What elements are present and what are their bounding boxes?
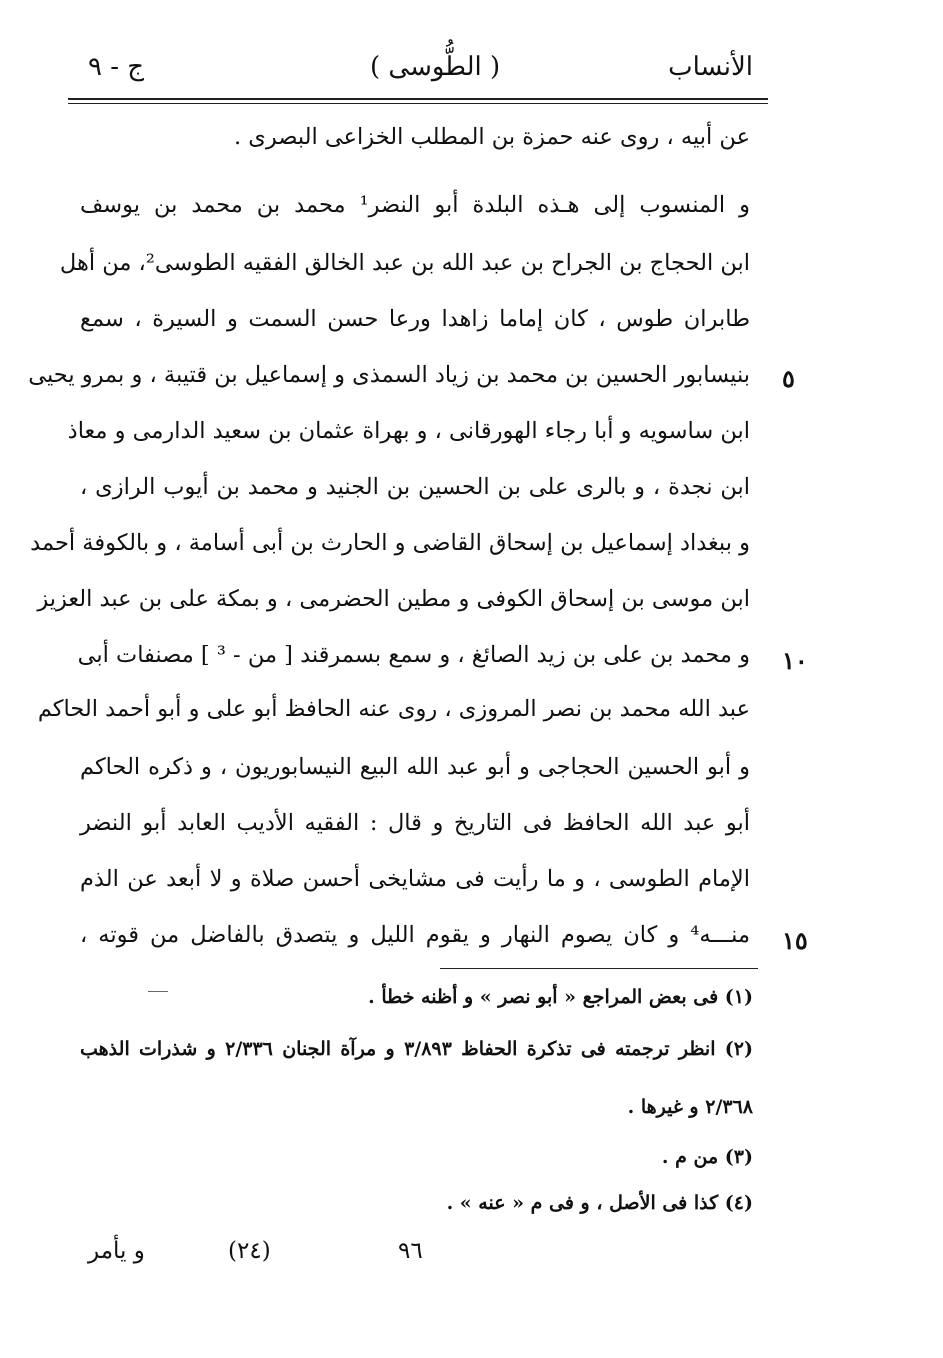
text-line: عن أبيه ، روى عنه حمزة بن المطلب الخزاعى البصرى . (233, 124, 750, 150)
header-rule (68, 98, 768, 100)
text-line: و أبو الحسين الحجاجى و أبو عبد الله البيع النيسابوريون ، و ذكره الحاكم (80, 754, 750, 780)
running-head-entry-title: ( الطُّوسى ) (370, 52, 501, 82)
footnote-4: (٤) كذا فى الأصل ، و فى م « عنه » . (446, 1192, 753, 1214)
text-line: ابن نجدة ، و بالرى على بن الحسين بن الجنيد و محمد بن أيوب الرازى ، (80, 474, 750, 500)
footnote-rule (440, 968, 758, 969)
stray-mark (148, 991, 168, 992)
text-line: و ببغداد إسماعيل بن إسحاق القاضى و الحارث بن أبى أسامة ، و بالكوفة أحمد (30, 530, 750, 556)
running-head-book-title: الأنساب (668, 52, 753, 82)
text-line: و محمد بن على بن زيد الصائغ ، و سمع بسمرقند [ من - ³ ] مصنفات أبى (77, 642, 750, 668)
text-line: الإمام الطوسى ، و ما رأيت فى مشايخى أحسن صلاة و لا أبعد عن الذم (80, 866, 750, 892)
text-line: ابن موسى بن إسحاق الكوفى و مطين الحضرمى ، و بمكة على بن عبد العزيز (37, 586, 750, 612)
text-line: عبد الله محمد بن نصر المروزى ، روى عنه الحافظ أبو على و أبو أحمد الحاكم (37, 696, 750, 722)
text-line: ابن الحجاج بن الجراح بن عبد الله بن عبد الخالق الفقيه الطوسى²، من أهل (59, 250, 750, 276)
text-line: طابران طوس ، كان إماما زاهدا ورعا حسن السمت و السيرة ، سمع (80, 306, 750, 332)
running-head-volume: ج - ٩ (88, 52, 145, 82)
line-number-5: ٥ (782, 364, 795, 393)
text-line: و المنسوب إلى هـذه البلدة أبو النضر¹ محمد بن محمد بن يوسف (80, 192, 751, 218)
text-line: منـــه⁴ و كان يصوم النهار و يقوم الليل و يتصدق بالفاضل من قوته ، (80, 922, 750, 948)
signature-mark: (٢٤) (228, 1238, 271, 1264)
footnote-2: (٢) انظر ترجمته فى تذكرة الحفاظ ٣/٨٩٣ و مرآة الجنان ٢/٣٣٦ و شذرات الذهب (80, 1038, 754, 1060)
line-number-10: ١٠ (782, 646, 808, 675)
header-rule-thin (68, 103, 768, 104)
text-line: أبو عبد الله الحافظ فى التاريخ و قال : الفقيه الأديب العابد أبو النضر (80, 810, 750, 836)
line-number-15: ١٥ (782, 926, 808, 955)
footnote-2-continued: ٢/٣٦٨ و غيرها . (627, 1096, 753, 1118)
footnote-3: (٣) من م . (661, 1146, 753, 1168)
text-line: بنيسابور الحسين بن محمد بن زياد السمذى و إسماعيل بن قتيبة ، و بمرو يحيى (28, 362, 750, 388)
text-line: ابن ساسويه و أبا رجاء الهورقانى ، و بهراة عثمان بن سعيد الدارمى و معاذ (67, 418, 750, 444)
page-number: ٩٦ (398, 1238, 423, 1264)
footnote-1: (١) فى بعض المراجع « أبو نصر » و أظنه خطأ . (368, 986, 753, 1008)
catchword: و يأمر (88, 1238, 145, 1264)
